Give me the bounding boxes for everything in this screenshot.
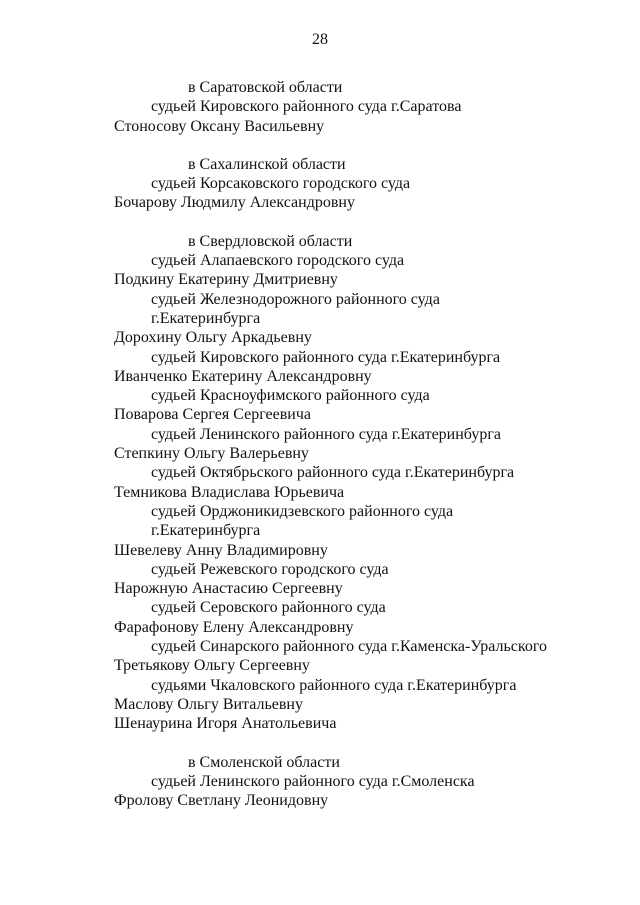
court-appointment-line: судьей Орджоникидзевского районного суда — [151, 502, 454, 520]
judge-name-line: Степкину Ольгу Валерьевну — [114, 445, 309, 463]
judge-name-line: Третьякову Ольгу Сергеевну — [114, 657, 310, 675]
court-appointment-line: судьей Красноуфимского районного суда — [151, 387, 430, 405]
region-section — [0, 155, 640, 213]
judge-name-line: Нарожную Анастасию Сергеевну — [114, 580, 343, 598]
court-appointment-line: судьей Октябрьского районного суда г.Екатеринбурга — [151, 464, 515, 482]
region-section — [0, 753, 640, 811]
judge-name-line: Иванченко Екатерину Александровну — [114, 367, 372, 385]
page-number: 28 — [312, 31, 328, 48]
court-appointment-line: судьей Кировского районного суда г.Саратова — [151, 98, 462, 116]
court-appointment-line: г.Екатеринбурга — [151, 309, 261, 327]
court-appointment-line: судьей Корсаковского городского суда — [151, 175, 411, 193]
judge-name-line: Маслову Ольгу Витальевну — [114, 695, 303, 713]
judge-name-line: Фролову Светлану Леонидовну — [114, 792, 329, 810]
court-appointment-line: судьей Кировского районного суда г.Екатеринбурга — [151, 348, 501, 366]
region-section — [0, 78, 640, 136]
judge-name-line: Бочарову Людмилу Александровну — [114, 194, 355, 212]
judge-name-line: Дорохину Ольгу Аркадьевну — [114, 329, 312, 347]
court-appointment-line: судьей Алапаевского городского суда — [151, 252, 405, 270]
document-body — [0, 78, 640, 829]
court-appointment-line: судьями Чкаловского районного суда г.Екатеринбурга — [151, 676, 517, 694]
region-title: в Свердловской области — [188, 232, 353, 250]
judge-name-line: Темникова Владислава Юрьевича — [114, 483, 345, 501]
court-appointment-line: судьей Режевского городского суда — [151, 560, 389, 578]
region-title: в Саратовской области — [188, 79, 343, 96]
judge-name-line: Шевелеву Анну Владимировну — [114, 541, 328, 559]
region-title: в Смоленской области — [188, 753, 340, 771]
court-appointment-line: судьей Ленинского районного суда г.Екатеринбурга — [151, 425, 501, 443]
region-title: в Сахалинской области — [188, 155, 346, 173]
judge-name-line: Шенаурина Игоря Анатольевича — [114, 715, 337, 733]
judge-name-line: Фарафонову Елену Александровну — [114, 618, 354, 636]
court-appointment-line: г.Екатеринбурга — [151, 522, 261, 540]
court-appointment-line: судьей Синарского районного суда г.Каменска-Уральского — [151, 638, 548, 656]
court-appointment-line: судьей Ленинского районного суда г.Смоленска — [151, 772, 475, 790]
court-appointment-line: судьей Серовского районного суда — [151, 599, 386, 617]
court-appointment-line: судьей Железнодорожного районного суда — [151, 290, 440, 308]
judge-name-line: Стоносову Оксану Васильевну — [114, 117, 325, 135]
judge-name-line: Подкину Екатерину Дмитриевну — [114, 271, 338, 289]
judge-name-line: Поварова Сергея Сергеевича — [114, 406, 312, 424]
region-section — [0, 232, 640, 734]
